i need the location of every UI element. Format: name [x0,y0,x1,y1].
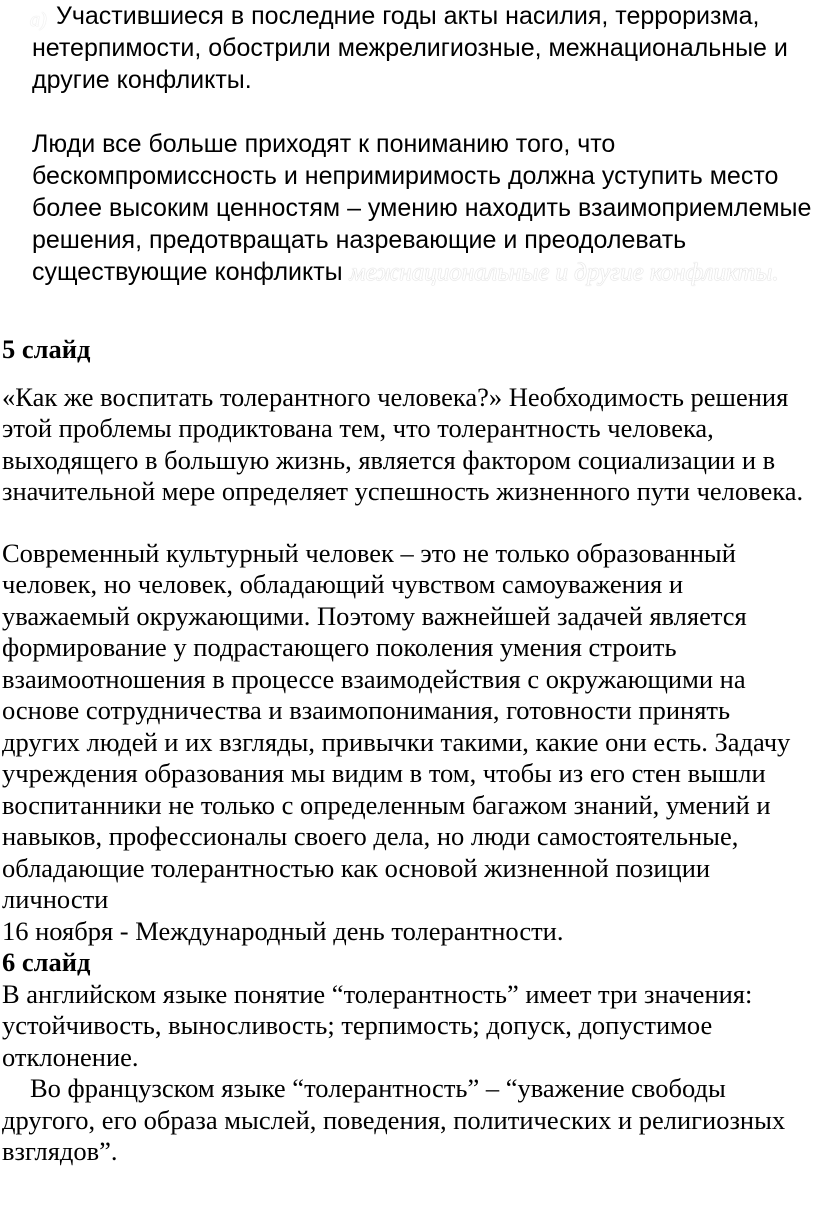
slide-6-paragraph-2: Во французском языке “толерантность” – “уважение свободы другого, его образа мыслей, поведения, политических и религиозных взглядов”. [2,1073,786,1166]
faint-list-marker: а) [30,9,47,31]
slide-copy-paragraph-2 [32,128,812,289]
date-line: 16 ноября - Международный день толерантности. [2,915,564,946]
slide-copy-paragraph-1: Участившиеся в последние годы акты насилия, терроризма, нетерпимости, обострили межрелигиозные, межнациональные и другие конфликты. [32,2,788,94]
slide-5-paragraph-1: «Как же воспитать толерантного человека?» Необходимость решения этой проблемы продиктована тем, что толерантность человека, выходящего в большую жизнь, является фактором социализации и в значительной мере определяет успешность жизненного пути человека. [2,381,804,506]
slide-6-paragraph-1: В английском языке понятие “толерантность” имеет три значения: устойчивость, выносливость; терпимость; допуск, допустимое отклонение. [2,978,753,1072]
slide-6-heading: 6 слайд [2,947,91,977]
slide-copy-paragraph-2-text: Люди все больше приходят к пониманию того, что бескомпромиссность и непримиримость должна уступить место более высоким ценностям – умению находить взаимоприемлемые решения, предотвращать назревающие и преодолевать существующие конфликты [32,130,812,286]
slide-5-heading: 5 слайд [2,334,91,364]
slide-5-paragraph-2: Современный культурный человек – это не только образованный человек, но человек, обладающий чувством самоуважения и уважаемый окружающими. Поэтому важнейшей задачей является формирование у подрастающего поколения умения строить взаимоотношения в процессе взаимодействия с окружающими на основе сотрудничества и взаимопонимания, готовности принять других людей и их взгляды, привычки такими, какие они есть. Задачу учреждения образования мы видим в том, чтобы из его стен вышли воспитанники не только с определенным багажом знаний, умений и навыков, профессионалы своего дела, но люди самостоятельные, обладающие толерантностью как основой жизненной позиции личности [2,537,791,914]
faint-overlay-text: межнациональные и другие конфликты. [349,259,779,286]
slide-5-section [2,334,814,1168]
slide-copy-block [32,0,812,289]
